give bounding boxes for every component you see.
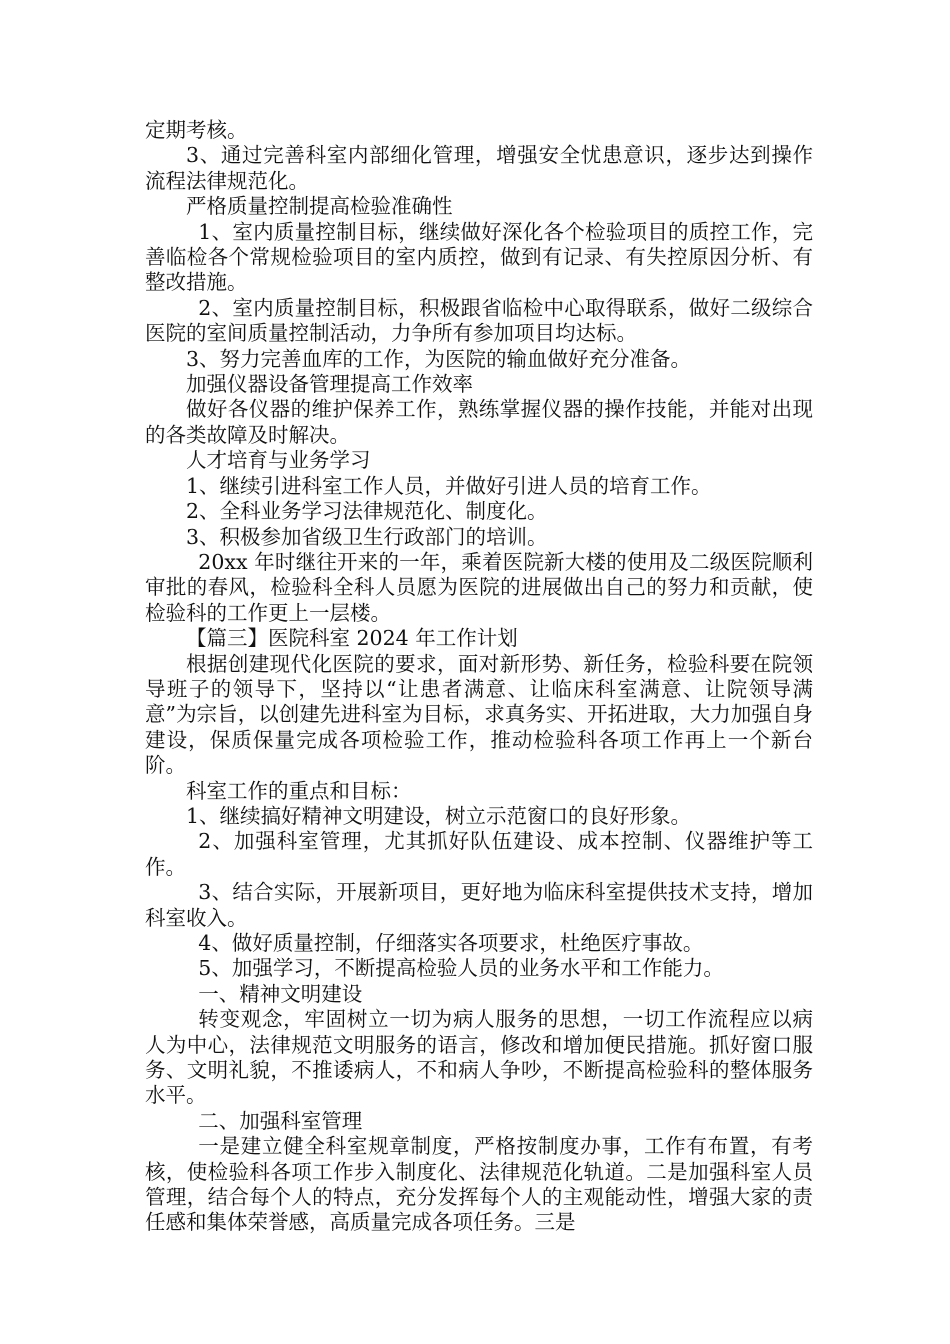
paragraph-item: 2、室内质量控制目标，积极跟省临检中心取得联系，做好二级综合医院的室间质量控制活动，力争所有参加项目均达标。 <box>145 295 813 346</box>
paragraph-item: 2、全科业务学习法律规范化、制度化。 <box>186 499 548 524</box>
paragraph-continuation: 定期考核。 <box>145 118 248 142</box>
paragraph-body: 一是建立健全科室规章制度，严格按制度办事，工作有布置，有考核，使检验科各项工作步入制度化、法律规范化轨道。二是加强科室人员管理，结合每个人的特点，充分发挥每个人的主观能动性，增强大家的责任感和集体荣誉感，高质量完成各项任务。三是 <box>145 1134 813 1235</box>
paragraph-item: 1、继续搞好精神文明建设，树立示范窗口的良好形象。 <box>186 803 692 828</box>
section-heading: 加强仪器设备管理提高工作效率 <box>186 372 473 397</box>
section-heading: 二、加强科室管理 <box>198 1108 363 1133</box>
paragraph-item: 3、结合实际，开展新项目，更好地为临床科室提供技术支持，增加科室收入。 <box>145 880 813 930</box>
paragraph-item: 3、努力完善血库的工作，为医院的输血做好充分准备。 <box>186 346 692 371</box>
section-heading: 严格质量控制提高检验准确性 <box>186 194 453 219</box>
paragraph-item: 1、室内质量控制目标，继续做好深化各个检验项目的质控工作，完善临检各个常规检验项目的室内质控，做到有记录、有失控原因分析、有整改措施。 <box>145 219 813 295</box>
paragraph-item: 2、加强科室管理，尤其抓好队伍建设、成本控制、仪器维护等工作。 <box>145 829 813 879</box>
section-heading: 一、精神文明建设 <box>198 981 363 1006</box>
paragraph-item: 4、做好质量控制，仔细落实各项要求，杜绝医疗事故。 <box>198 931 704 955</box>
document-body <box>145 118 813 1236</box>
chapter-heading: 【篇三】医院科室 2024 年工作计划 <box>186 626 518 651</box>
paragraph-item: 5、加强学习，不断提高检验人员的业务水平和工作能力。 <box>198 956 724 981</box>
paragraph-item: 3、积极参加省级卫生行政部门的培训。 <box>186 524 548 549</box>
paragraph-body: 根据创建现代化医院的要求，面对新形势、新任务，检验科要在院领导班子的领导下，坚持以“让患者满意、让临床科室满意、让院领导满意”为宗旨，以创建先进科室为目标，求真务实、开拓进取，大力加强自身建设，保质保量完成各项检验工作，推动检验科各项工作再上一个新台阶。 <box>145 651 813 778</box>
paragraph-item: 1、继续引进科室工作人员，并做好引进人员的培育工作。 <box>186 473 712 498</box>
paragraph-body: 转变观念，牢固树立一切为病人服务的思想，一切工作流程应以病人为中心，法律规范文明服务的语言，修改和增加便民措施。抓好窗口服务、文明礼貌，不推诿病人，不和病人争吵，不断提高检验科的整体服务水平。 <box>145 1007 813 1108</box>
paragraph-body: 做好各仪器的维护保养工作，熟练掌握仪器的操作技能，并能对出现的各类故障及时解决。 <box>145 397 813 447</box>
paragraph-item: 3、通过完善科室内部细化管理，增强安全忧患意识，逐步达到操作流程法律规范化。 <box>145 143 813 193</box>
section-heading: 科室工作的重点和目标： <box>186 778 412 803</box>
section-heading: 人才培育与业务学习 <box>186 448 371 473</box>
paragraph-body: 20xx 年时继往开来的一年，乘着医院新大楼的使用及二级医院顺利审批的春风，检验科全科人员愿为医院的进展做出自己的努力和贡献，使检验科的工作更上一层楼。 <box>145 549 813 625</box>
